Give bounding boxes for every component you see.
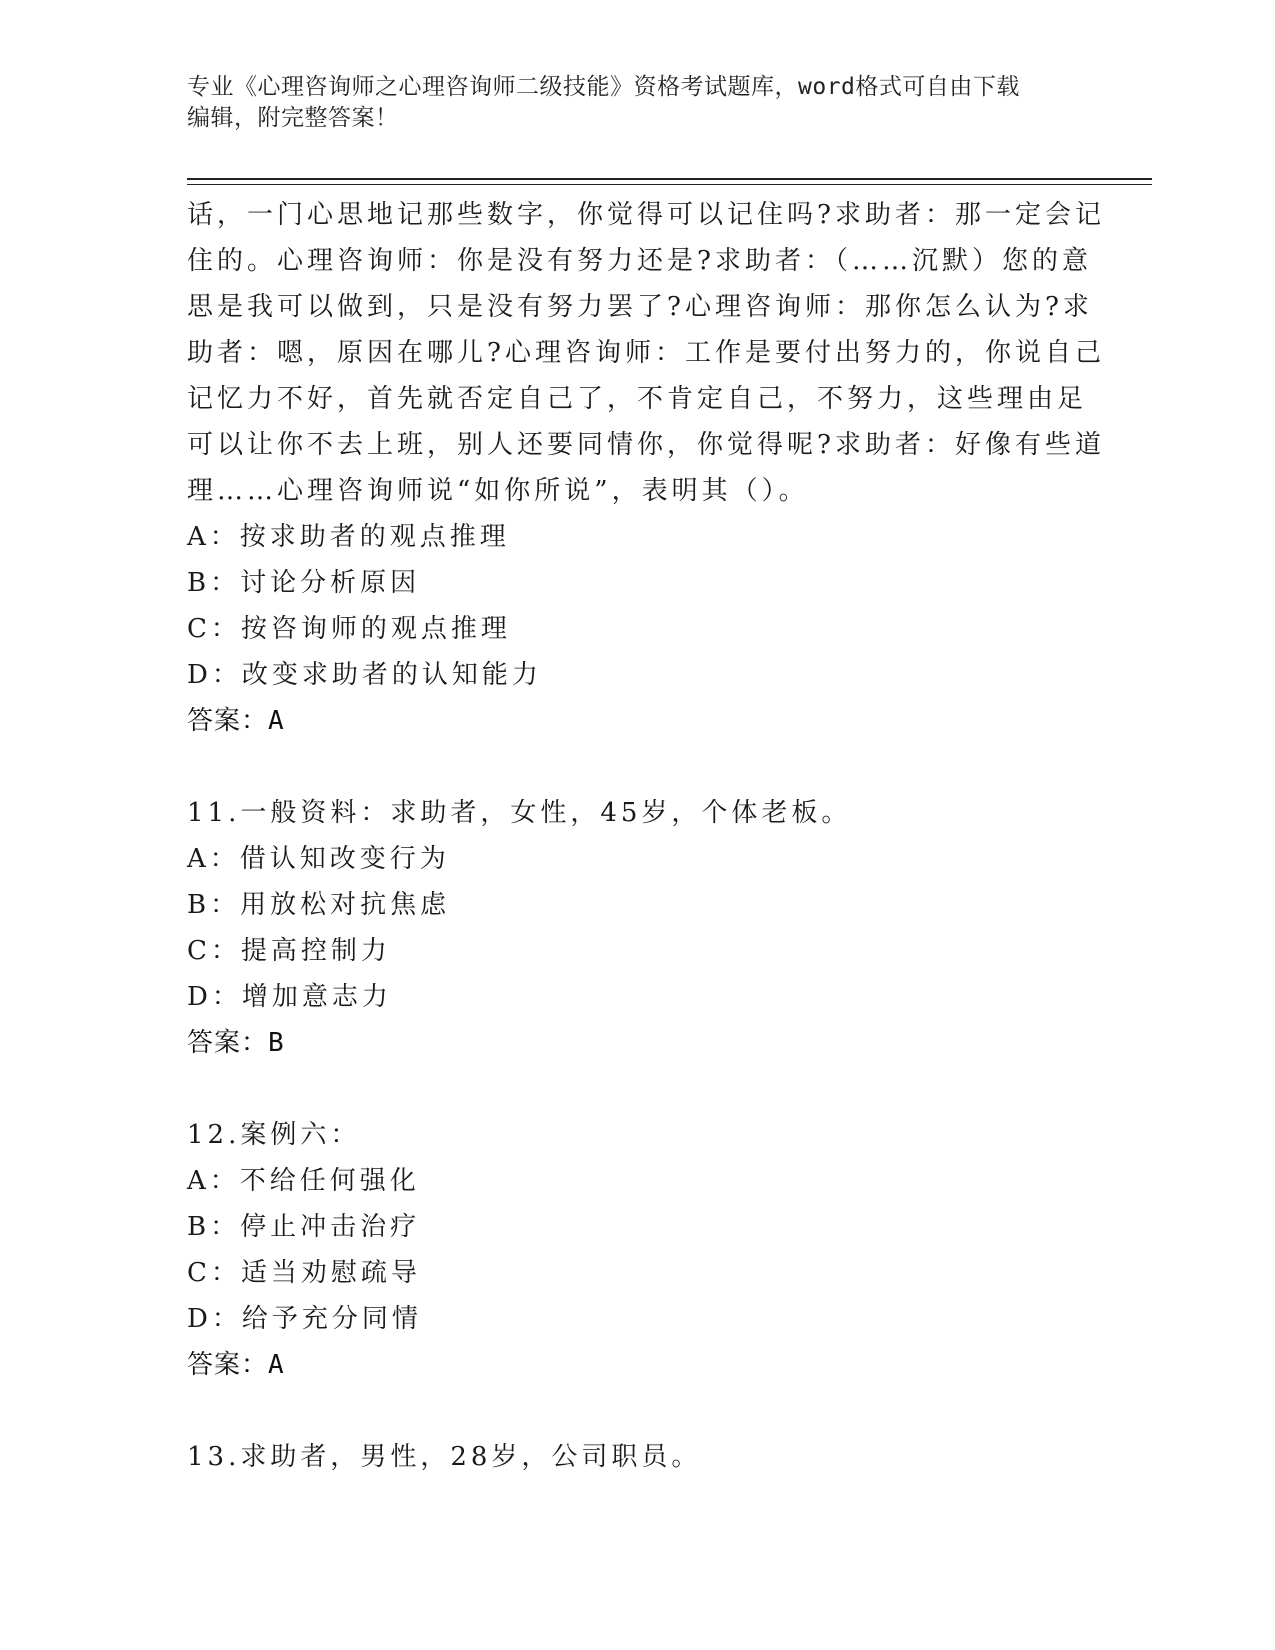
- q11-stem: 11.一般资料：求助者，女性，45岁，个体老板。: [187, 798, 852, 828]
- q11-option-d: D：增加意志力: [187, 982, 392, 1012]
- spacer: [187, 744, 1087, 790]
- spacer: [187, 1066, 1087, 1112]
- header-divider-thin: [187, 184, 1152, 185]
- q12-option-a: A：不给任何强化: [187, 1166, 420, 1196]
- q13-stem: 13.求助者，男性，28岁，公司职员。: [187, 1442, 702, 1472]
- q10-option-a: A：按求助者的观点推理: [187, 522, 510, 552]
- question-12-block: [187, 1112, 1087, 1388]
- q10-text-line-7: 理……心理咨询师说“如你所说”，表明其（）。: [187, 476, 809, 506]
- q10-text-line-4: 助者：嗯，原因在哪儿?心理咨询师：工作是要付出努力的，你说自己: [187, 338, 1105, 368]
- q12-option-c: C：适当劝慰疏导: [187, 1258, 421, 1288]
- q11-option-c: C：提高控制力: [187, 936, 391, 966]
- q12-answer: 答案：A: [187, 1350, 285, 1380]
- q12-option-b: B：停止冲击治疗: [187, 1212, 421, 1242]
- q10-text-line-5: 记忆力不好，首先就否定自己了，不肯定自己，不努力，这些理由足: [187, 384, 1088, 414]
- q10-option-b: B：讨论分析原因: [187, 568, 421, 598]
- q10-text-line-2: 住的。心理咨询师：你是没有努力还是?求助者：（……沉默）您的意: [187, 246, 1092, 276]
- header-line-1: 专业《心理咨询师之心理咨询师二级技能》资格考试题库，word格式可自由下载: [187, 74, 1020, 100]
- q11-answer: 答案：B: [187, 1028, 285, 1058]
- q12-option-d: D：给予充分同情: [187, 1304, 422, 1334]
- q11-option-b: B：用放松对抗焦虑: [187, 890, 451, 920]
- q10-option-c: C：按咨询师的观点推理: [187, 614, 511, 644]
- q11-option-a: A：借认知改变行为: [187, 844, 450, 874]
- q10-answer: 答案：A: [187, 706, 285, 736]
- q10-text-line-6: 可以让你不去上班，别人还要同情你，你觉得呢?求助者：好像有些道: [187, 430, 1105, 460]
- q10-text-line-3: 思是我可以做到，只是没有努力罢了?心理咨询师：那你怎么认为?求: [187, 292, 1093, 322]
- q12-stem: 12.案例六：: [187, 1120, 361, 1150]
- q10-option-d: D：改变求助者的认知能力: [187, 660, 542, 690]
- document-header: [187, 72, 1087, 134]
- q10-text-line-1: 话，一门心思地记那些数字，你觉得可以记住吗?求助者：那一定会记: [187, 200, 1105, 230]
- question-13-block: [187, 1434, 1087, 1480]
- header-divider-thick: [187, 178, 1152, 180]
- question-11-block: [187, 790, 1087, 1066]
- header-line-2: 编辑，附完整答案！: [187, 105, 399, 131]
- question-content: [187, 192, 1105, 1480]
- spacer: [187, 1388, 1087, 1434]
- question-10-block: [187, 192, 1105, 744]
